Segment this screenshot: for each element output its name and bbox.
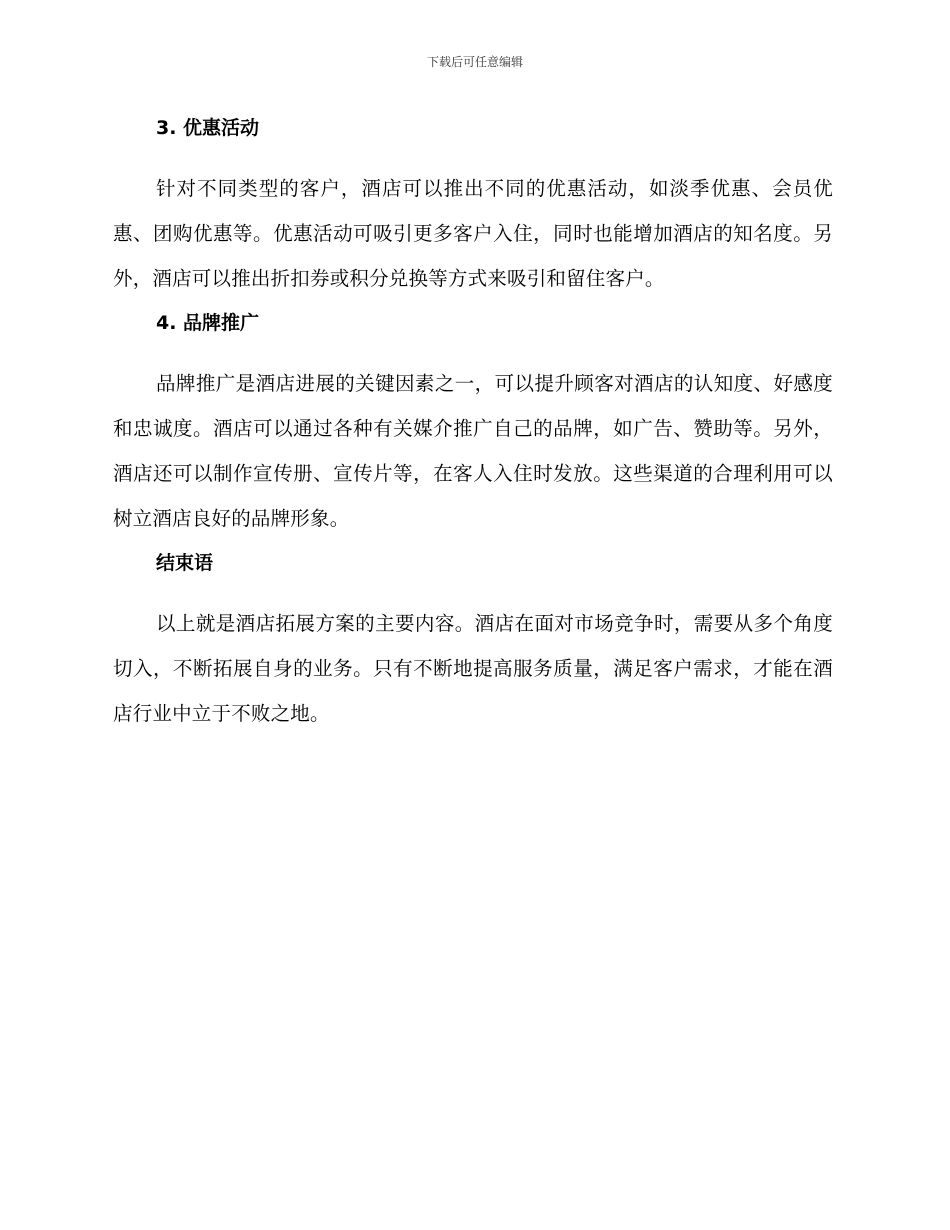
page-header: 下载后可任意编辑 [426, 55, 523, 69]
section-heading-conclusion: 结束语 [156, 552, 214, 574]
section-paragraph-promotions: 针对不同类型的客户，酒店可以推出不同的优惠活动，如淡季优惠、会员优惠、团购优惠等。优惠活动可吸引更多客户入住，同时也能增加酒店的知名度。另外，酒店可以推出折扣券或积分兑换等方式来吸引和留住客户。 [113, 177, 833, 290]
section-paragraph-conclusion: 以上就是酒店拓展方案的主要内容。酒店在面对市场竞争时，需要从多个角度切入，不断拓展自身的业务。只有不断地提高服务质量，满足客户需求，才能在酒店行业中立于不败之地。 [113, 612, 833, 725]
section-heading-promotions: 3. 优惠活动 [156, 117, 260, 139]
section-paragraph-brand-promotion: 品牌推广是酒店进展的关键因素之一，可以提升顾客对酒店的认知度、好感度和忠诚度。酒店可以通过各种有关媒介推广自己的品牌，如广告、赞助等。另外，酒店还可以制作宣传册、宣传片等，在客人入住时发放。这些渠道的合理利用可以树立酒店良好的品牌形象。 [113, 372, 833, 530]
document-body [113, 112, 833, 736]
section-heading-brand-promotion: 4. 品牌推广 [156, 312, 260, 334]
